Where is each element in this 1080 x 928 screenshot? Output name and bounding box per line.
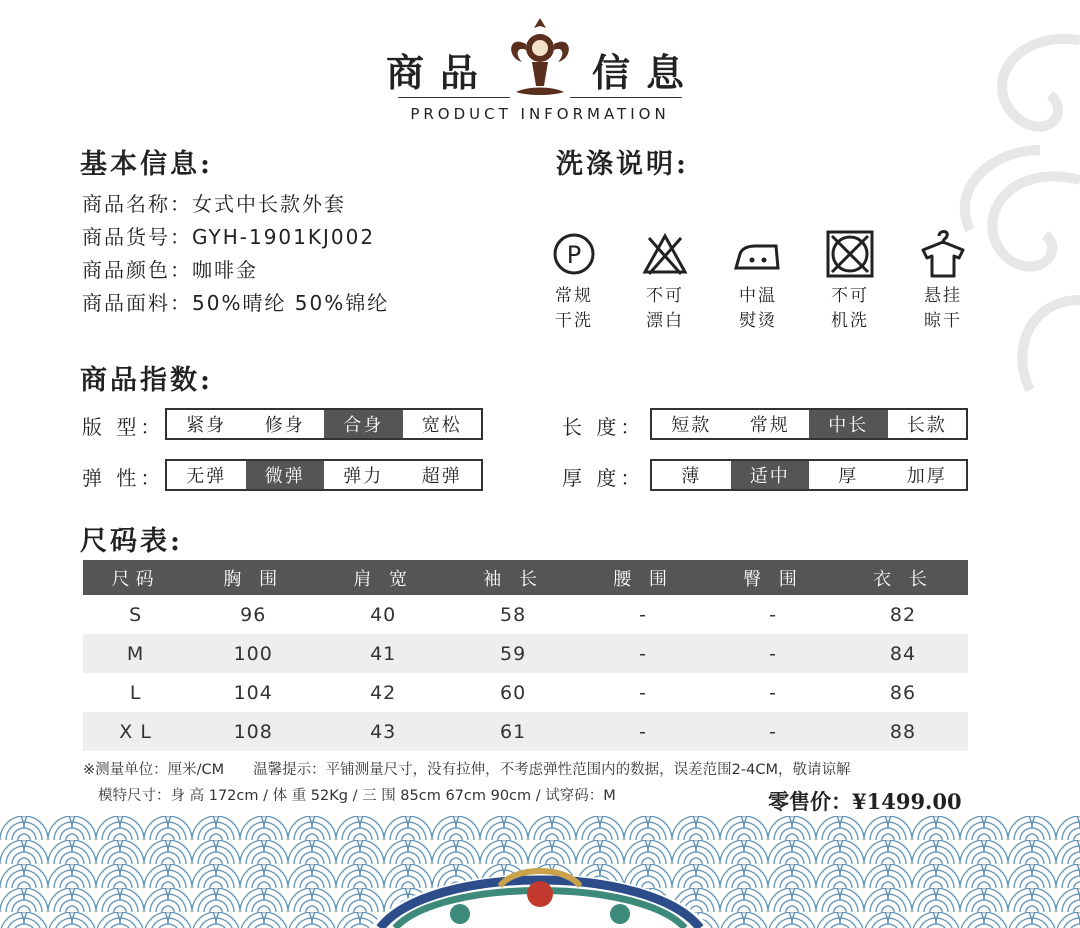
table-row (83, 634, 968, 673)
info-product-color: 商品颜色：咖啡金 (82, 258, 258, 282)
size-table-header-cell: 尺码 (83, 560, 188, 595)
iron-medium-icon (732, 228, 784, 280)
size-table-header-cell: 胸 围 (188, 560, 318, 595)
care-label-line2: 漂白 (646, 311, 684, 331)
header-subtitle: PRODUCT INFORMATION (410, 105, 670, 123)
header-title-left: 商品 (386, 50, 495, 95)
care-item-hang-dry (913, 228, 973, 334)
table-cell: S (129, 603, 143, 626)
fit-option: 紧身 (186, 415, 227, 436)
table-cell: - (708, 634, 838, 673)
size-table-header-cell: 衣 长 (838, 560, 968, 595)
length-label: 长 度： (562, 415, 645, 439)
table-cell: - (578, 634, 708, 673)
length-option: 短款 (671, 415, 712, 436)
table-cell: - (639, 681, 648, 704)
table-cell: 82 (889, 603, 917, 626)
decorative-waves (0, 816, 1080, 928)
thickness-option: 薄 (681, 466, 702, 487)
size-table-header (83, 560, 968, 595)
care-label-line2: 熨烫 (739, 311, 777, 331)
elasticity-option: 微弹 (246, 461, 325, 489)
thickness-scale (650, 459, 968, 491)
table-cell: 42 (370, 681, 397, 704)
size-table-header-cell: 肩 宽 (318, 560, 448, 595)
thickness-option: 加厚 (906, 466, 947, 487)
thickness-option: 适中 (731, 461, 810, 489)
table-cell: - (769, 603, 777, 626)
table-cell: 100 (188, 634, 318, 673)
no-bleach-icon (639, 228, 691, 280)
no-machine-wash-icon (824, 228, 876, 280)
header-divider-right (570, 97, 682, 98)
table-row (83, 595, 968, 634)
fit-option: 宽松 (421, 415, 462, 436)
retail-price: 零售价：¥1499.00 (768, 789, 962, 814)
table-cell: 60 (500, 681, 527, 704)
elasticity-label: 弹 性： (82, 466, 165, 490)
info-product-name: 商品名称：女式中长款外套 (82, 192, 346, 216)
table-cell: 40 (370, 603, 397, 626)
care-item-dry-clean (544, 228, 604, 334)
dry-clean-icon (548, 228, 600, 280)
fit-option: 修身 (264, 415, 305, 436)
table-cell: 59 (448, 634, 578, 673)
care-item-no-machine-wash (820, 228, 880, 334)
size-table-header-cell: 腰 围 (578, 560, 708, 595)
care-item-no-bleach (635, 228, 695, 334)
table-cell: 108 (188, 712, 318, 751)
table-row (83, 712, 968, 751)
washing-title: 洗涤说明: (556, 149, 689, 180)
care-label-line1: 中温 (739, 286, 777, 306)
thickness-label: 厚 度： (562, 466, 645, 490)
elasticity-scale (165, 459, 483, 491)
fit-label: 版 型： (82, 415, 165, 439)
table-cell: - (769, 681, 777, 704)
elasticity-option: 无弹 (186, 466, 227, 487)
care-label-line2: 干洗 (555, 311, 593, 331)
fit-scale (165, 408, 483, 440)
ornament-emblem-icon (502, 14, 578, 106)
info-product-fabric: 商品面料：50%晴纶 50%锦纶 (82, 291, 390, 315)
table-cell: X L (83, 712, 188, 751)
size-table-header-cell: 臀 围 (708, 560, 838, 595)
elasticity-option: 弹力 (343, 466, 384, 487)
size-chart-title: 尺码表: (80, 526, 183, 557)
svg-text:P: P (566, 241, 582, 269)
care-label-line2: 机洗 (831, 311, 869, 331)
table-row (83, 673, 968, 712)
table-cell: 84 (838, 634, 968, 673)
table-cell: 61 (448, 712, 578, 751)
decorative-swirl (890, 0, 1080, 400)
table-cell: L (129, 681, 142, 704)
table-cell: - (578, 712, 708, 751)
hang-dry-icon (917, 228, 969, 280)
table-cell: M (83, 634, 188, 673)
basic-info-title: 基本信息: (80, 149, 213, 180)
table-cell: 58 (500, 603, 527, 626)
care-label-line1: 悬挂 (924, 286, 962, 306)
table-cell: - (639, 603, 648, 626)
elasticity-option: 超弹 (421, 466, 462, 487)
care-label-line1: 常规 (555, 286, 593, 306)
table-cell: 43 (318, 712, 448, 751)
model-size-note: 模特尺寸：身 高 172cm / 体 重 52Kg / 三 围 85cm 67cm 90cm / 试穿码：M (98, 788, 616, 804)
size-table-body (83, 595, 968, 751)
length-option: 常规 (749, 415, 790, 436)
size-table-header-cell: 袖 长 (448, 560, 578, 595)
length-option: 长款 (906, 415, 947, 436)
indices-title: 商品指数: (80, 365, 213, 396)
measurement-note: ※测量单位：厘米/CM 温馨提示：平铺测量尺寸，没有拉伸，不考虑弹性范围内的数据，误差范围2-4CM，敬请谅解 (83, 762, 851, 778)
table-cell: 41 (318, 634, 448, 673)
care-label-line1: 不可 (646, 286, 684, 306)
header-title-right: 信息 (592, 50, 701, 95)
care-item-iron (728, 228, 788, 334)
table-cell: 88 (838, 712, 968, 751)
care-label-line1: 不可 (831, 286, 869, 306)
header-divider-left (398, 97, 510, 98)
table-cell: 96 (240, 603, 267, 626)
size-table (83, 560, 968, 751)
table-cell: 86 (889, 681, 917, 704)
table-cell: 104 (233, 681, 273, 704)
info-product-code: 商品货号：GYH-1901KJ002 (82, 225, 376, 249)
fit-option: 合身 (324, 410, 403, 438)
table-cell: - (708, 712, 838, 751)
care-label-line2: 晾干 (924, 311, 962, 331)
length-scale (650, 408, 968, 440)
length-option: 中长 (809, 410, 888, 438)
thickness-option: 厚 (838, 466, 859, 487)
